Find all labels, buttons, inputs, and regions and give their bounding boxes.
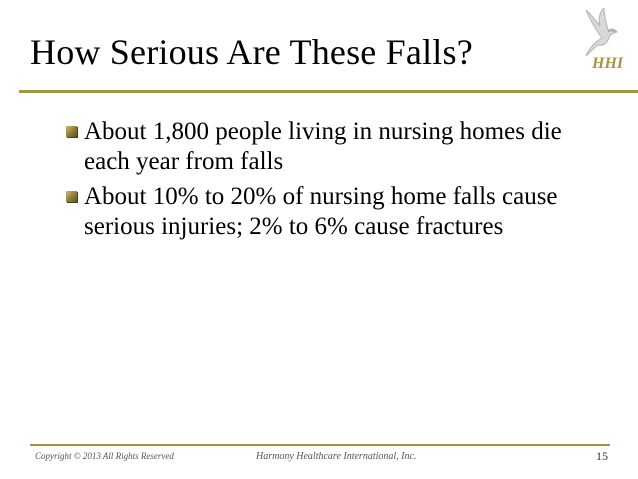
bullet-item [66, 182, 586, 242]
title-divider [19, 90, 638, 93]
footer-copyright: Copyright © 2013 All Rights Reserved [35, 451, 174, 461]
bullet-text: About 1,800 people living in nursing homes die each year from falls [84, 118, 562, 175]
bullet-list [66, 117, 586, 247]
page-number: 15 [596, 449, 608, 463]
footer-divider [30, 444, 610, 446]
bullet-item [66, 117, 586, 177]
footer-company: Harmony Healthcare International, Inc. [256, 451, 417, 462]
slide-title: How Serious Are These Falls? [30, 32, 473, 72]
square-bullet-icon [66, 126, 77, 137]
square-bullet-icon [66, 191, 77, 202]
bullet-text: About 10% to 20% of nursing home falls cause serious injuries; 2% to 6% cause fractures [84, 183, 558, 240]
hhi-logo [578, 8, 630, 72]
logo-text: HHI [592, 55, 624, 72]
dove-icon [586, 8, 617, 56]
